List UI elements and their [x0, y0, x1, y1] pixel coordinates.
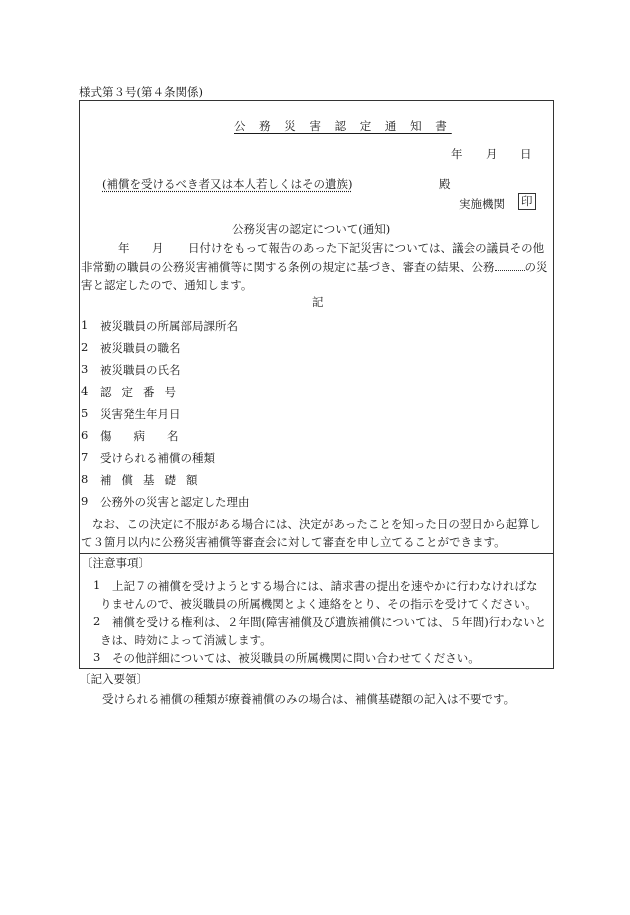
document-title: 公 務 災 害 認 定 通 知 書 — [234, 119, 452, 133]
item-label: 補償基礎額 — [100, 473, 208, 487]
note-number: 3 — [93, 650, 101, 664]
body-line-1: 日付けをもって報告のあった下記災害については、議会の議員その他 — [188, 241, 545, 255]
body-date-month: 月 — [152, 241, 164, 255]
addressee-placeholder: (補償を受けるべき者又は本人若しくはその遺族) — [102, 177, 353, 191]
item-number: 3 — [81, 362, 89, 376]
note-3-line-1: その他詳細については、被災職員の所属機関に問い合わせてください。 — [112, 651, 480, 665]
note-1-line-1: 上記７の補償を受けようとする場合には、請求書の提出を速やかに行わなければな — [112, 579, 538, 593]
date-year-label: 年 — [451, 147, 463, 161]
item-label: 被災職員の氏名 — [100, 363, 181, 377]
body-date-year: 年 — [118, 241, 130, 255]
blank-field — [495, 259, 525, 271]
item-number: 5 — [81, 406, 89, 420]
item-label: 公務外の災害と認定した理由 — [100, 495, 250, 509]
item-number: 7 — [81, 450, 89, 464]
item-label: 被災職員の職名 — [100, 341, 181, 355]
item-number: 6 — [81, 428, 89, 442]
subject-heading: 公務災害の認定について(通知) — [232, 222, 391, 236]
date-month-label: 月 — [486, 147, 498, 161]
body-line-3: 害と認定したので、通知します。 — [81, 278, 253, 292]
item-number: 2 — [81, 340, 89, 354]
note-1-line-2: りませんので、被災職員の所属機関とよく連絡をとり、その指示を受けてください。 — [100, 597, 537, 611]
body-line-2-tail: の災 — [524, 260, 548, 274]
honorific: 殿 — [439, 177, 451, 191]
item-label: 傷病名 — [100, 429, 201, 443]
note-number: 1 — [93, 578, 101, 592]
divider — [79, 553, 554, 554]
appeal-line-2: て３箇月以内に公務災害補償等審査会に対して審査を申し立てることができます。 — [81, 535, 506, 549]
notes-heading: 〔注意事項〕 — [81, 556, 150, 570]
note-2-line-1: 補償を受ける権利は、２年間(障害補償及び遺族補償については、５年間)行わないと — [112, 615, 547, 629]
item-label: 災害発生年月日 — [100, 407, 181, 421]
item-label: 受けられる補償の種類 — [100, 451, 215, 465]
body-line-2 — [81, 259, 548, 275]
instructions-heading: 〔記入要領〕 — [79, 672, 148, 686]
seal-box: 印 — [518, 193, 536, 210]
item-number: 8 — [81, 472, 89, 486]
instructions-text: 受けられる補償の種類が療養補償のみの場合は、補償基礎額の記入は不要です。 — [102, 692, 516, 706]
note-2-line-2: きは、時効によって消滅します。 — [100, 633, 272, 647]
item-number: 1 — [81, 318, 89, 332]
date-day-label: 日 — [520, 147, 532, 161]
item-number: 9 — [81, 494, 89, 508]
body-line-2-text: 非常勤の職員の公務災害補償等に関する条例の規定に基づき、審査の結果、公務 — [81, 260, 495, 274]
note-number: 2 — [93, 614, 101, 628]
appeal-line-1: なお、この決定に不服がある場合には、決定があったことを知った日の翌日から起算し — [92, 517, 541, 531]
item-label: 認定番号 — [100, 385, 186, 399]
issuer-label: 実施機関 — [459, 197, 505, 211]
ki-heading: 記 — [312, 295, 324, 309]
item-number: 4 — [81, 384, 89, 398]
form-label: 様式第３号(第４条関係) — [79, 85, 203, 99]
item-label: 被災職員の所属部局課所名 — [100, 319, 238, 333]
